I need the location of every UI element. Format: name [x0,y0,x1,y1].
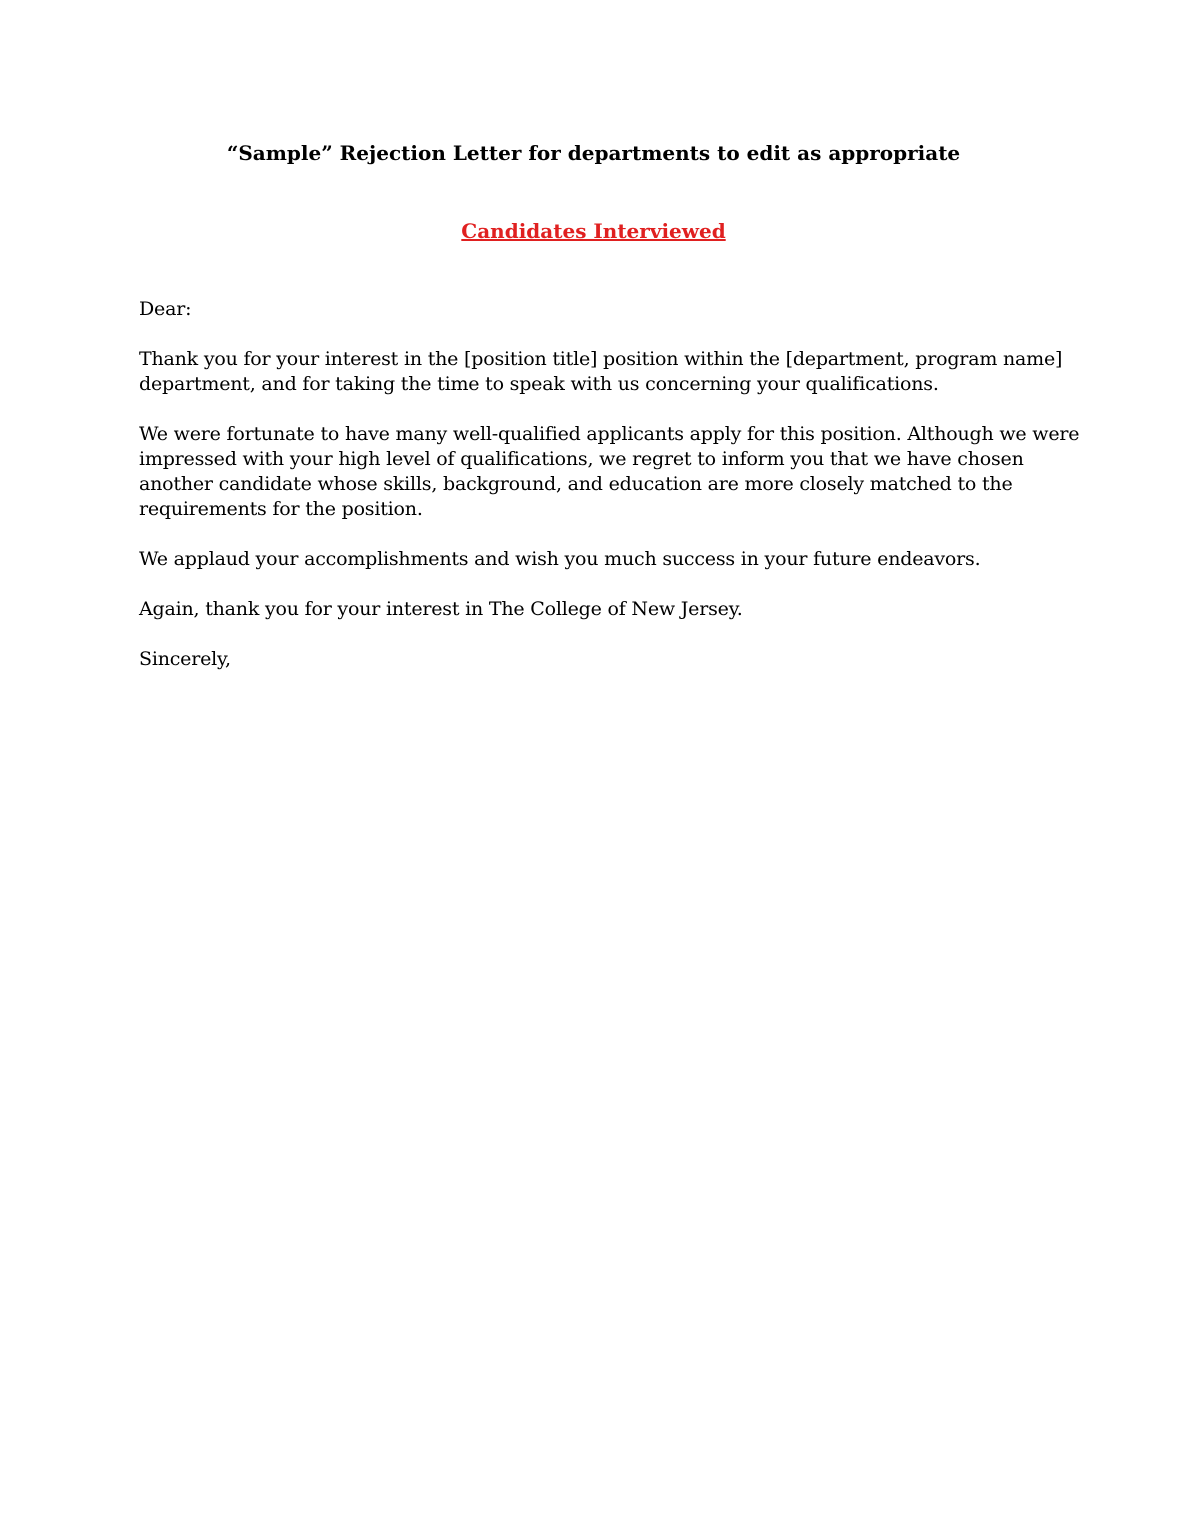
paragraph-line: We were fortunate to have many well-qualified applicants apply for this position. Although we were [139,423,1080,445]
sign-off: Sincerely, [139,648,231,670]
paragraph-line: Again, thank you for your interest in The College of New Jersey. [139,598,743,620]
document-title: “Sample” Rejection Letter for departments to edit as appropriate [226,141,961,165]
paragraph-wishes [139,547,1059,572]
paragraph-line: department, and for taking the time to speak with us concerning your qualifications. [139,373,939,395]
salutation: Dear: [139,298,192,320]
paragraph-line: We applaud your accomplishments and wish you much success in your future endeavors. [139,548,981,570]
document-subtitle: Candidates Interviewed [461,219,726,243]
paragraph-line: Thank you for your interest in the [position title] position within the [department, program name] [139,348,1063,370]
paragraph-line: requirements for the position. [139,498,423,520]
paragraph-decision [139,422,1080,522]
paragraph-closing-thanks [139,597,1059,622]
paragraph-line: another candidate whose skills, background, and education are more closely matched to the [139,473,1013,495]
paragraph-thank-you [139,347,1063,397]
paragraph-line: impressed with your high level of qualifications, we regret to inform you that we have chosen [139,448,1024,470]
